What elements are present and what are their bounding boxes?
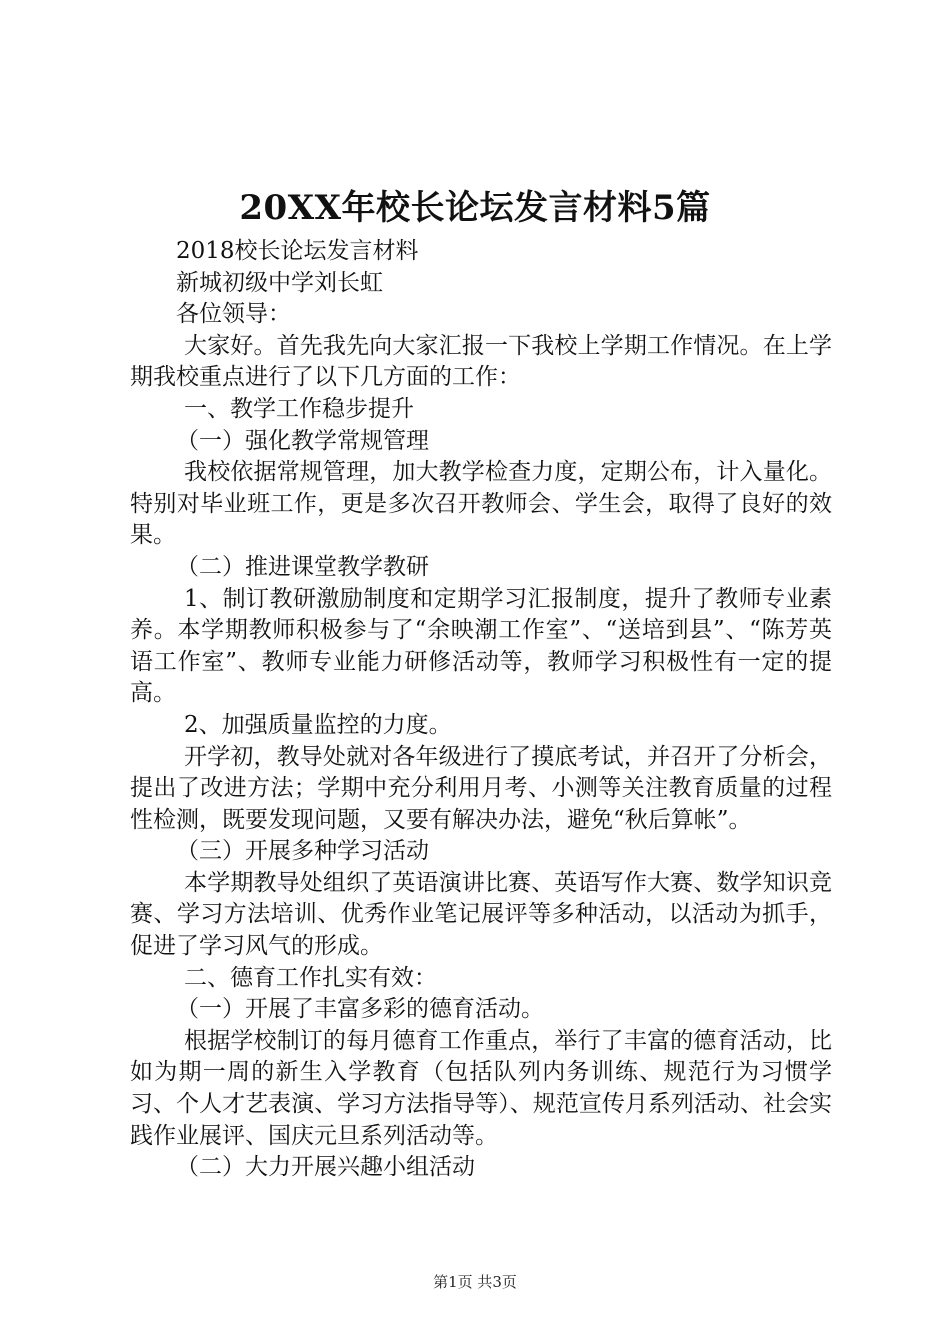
subsection-heading: （二）大力开展兴趣小组活动 <box>176 1154 475 1181</box>
section-heading: 一、教学工作稳步提升 <box>184 395 415 422</box>
paragraph: 2、加强质量监控的力度。 <box>184 711 452 738</box>
page-number-footer: 第1页 共3页 <box>433 1273 517 1291</box>
paragraph: 2018校长论坛发言材料 <box>176 238 419 264</box>
document-title: 20XX年校长论坛发言材料5篇 <box>239 188 711 228</box>
subsection-heading: （三）开展多种学习活动 <box>176 838 429 865</box>
subsection-heading: （一）开展了丰富多彩的德育活动。 <box>176 996 544 1023</box>
subsection-heading: （二）推进课堂教学教研 <box>176 553 429 580</box>
subsection-heading: （一）强化教学常规管理 <box>176 427 429 454</box>
document-body <box>130 236 832 1184</box>
paragraph: 开学初，教导处就对各年级进行了摸底考试，并召开了分析会，提出了改进方法；学期中充分利用月考、小测等关注教育质量的过程性检测，既要发现问题，又要有解决办法，避免“秋后算帐”。 <box>130 743 832 833</box>
paragraph: 本学期教导处组织了英语演讲比赛、英语写作大赛、数学知识竞赛、学习方法培训、优秀作业笔记展评等多种活动，以活动为抓手，促进了学习风气的形成。 <box>130 869 832 960</box>
paragraph: 大家好。首先我先向大家汇报一下我校上学期工作情况。在上学期我校重点进行了以下几方面的工作： <box>130 332 832 391</box>
paragraph: 各位领导： <box>176 301 291 328</box>
paragraph: 新城初级中学刘长虹 <box>176 269 383 296</box>
paragraph: 1、制订教研激励制度和定期学习汇报制度，提升了教师专业素养。本学期教师积极参与了“余映潮工作室”、“送培到县”、“陈芳英语工作室”、教师专业能力研修活动等，教师学习积极性有一定的提高。 <box>130 585 832 707</box>
section-heading: 二、德育工作扎实有效： <box>184 964 438 991</box>
paragraph: 根据学校制订的每月德育工作重点，举行了丰富的德育活动，比如为期一周的新生入学教育（包括队列内务训练、规范行为习惯学习、个人才艺表演、学习方法指导等）、规范宣传月系列活动、社会实践作业展评、国庆元旦系列活动等。 <box>130 1027 832 1149</box>
paragraph: 我校依据常规管理，加大教学检查力度，定期公布，计入量化。特别对毕业班工作，更是多次召开教师会、学生会，取得了良好的效果。 <box>130 459 832 549</box>
